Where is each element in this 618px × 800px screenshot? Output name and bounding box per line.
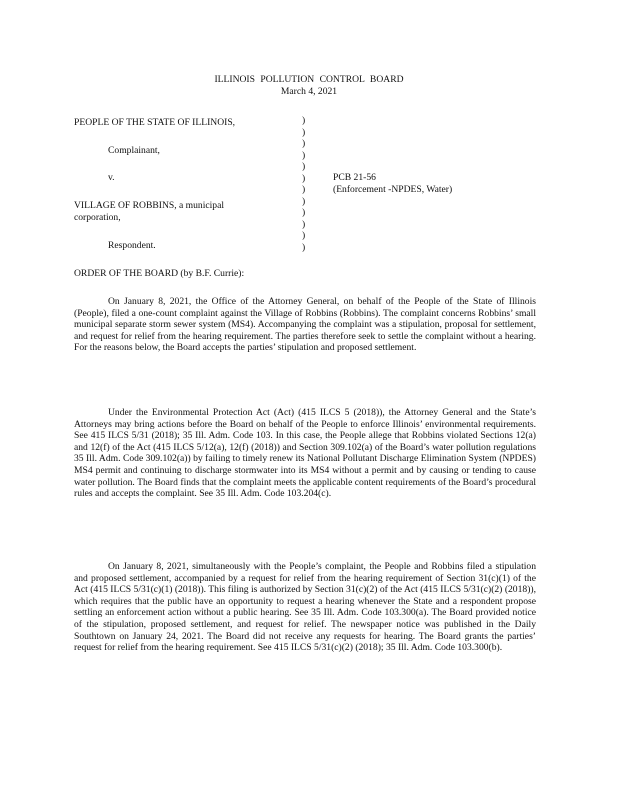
order-date: March 4, 2021 (280, 86, 338, 97)
caption-parentheses: ) ) ) ) ) ) ) ) ) ) ) ) (302, 115, 306, 253)
paragraph-2-text: Under the Environmental Protection Act (Act) (415 ILCS 5 (2018)), the Attorney General and the State’s Attorneys may bring actions before the Board on behalf of the People to enforce Illinois’ environmental requirements. See 415 ILCS 5/31 (2018); 35 Ill. Adm. Code 103. In this case, the People allege that Robbins violated Sections 12(a) and 12(f) of the Act (415 ILCS 5/12(a), 12(f) (2018)) and Section 309.102(a) of the Board’s water pollution regulations 35 Ill. Adm. Code 309.102(a)) by failing to timely renew its National Pollutant Discharge Elimination System (NPDES) MS4 permit and continuing to discharge stormwater into its MS4 without a permit and by causing or tending to cause water pollution. The Board finds that the complaint meets the applicable content requirements of the Board’s procedural rules and accepts the complaint. See 35 Ill. Adm. Code 103.204(c). (74, 407, 536, 500)
caption-defendant-line2: corporation, (74, 212, 121, 223)
paragraph-2 (74, 407, 536, 500)
order-heading: ORDER OF THE BOARD (by B.F. Currie): (74, 268, 245, 279)
board-title: ILLINOIS POLLUTION CONTROL BOARD (214, 74, 404, 85)
caption-defendant-line1: VILLAGE OF ROBBINS, a municipal (74, 200, 225, 211)
caption-respondent: Respondent. (108, 240, 156, 251)
caption-versus: v. (108, 172, 115, 183)
paragraph-3-text: On January 8, 2021, simultaneously with the People’s complaint, the People and Robbins filed a stipulation and proposed settlement, accompanied by a request for relief from the hearing requirement of Section 31(c)(1) of the Act (415 ILCS 5/31(c)(1) (2018)). This filing is authorized by Section 31(c)(2) of the Act (415 ILCS 5/31(c)(2) (2018)), which requires that the public have an opportunity to request a hearing whenever the State and a respondent propose settling an enforcement action without a public hearing. See 35 Ill. Adm. Code 103.300(a). The Board provided notice of the stipulation, proposed settlement, and request for relief. The newspaper notice was published in the Daily Southtown on January 24, 2021. The Board did not receive any requests for hearing. The Board grants the parties’ request for relief from the hearing requirement. See 415 ILCS 5/31(c)(2) (2018); 35 Ill. Adm. Code 103.300(b). (74, 561, 536, 654)
paragraph-1-text: On January 8, 2021, the Office of the Attorney General, on behalf of the People of the State of Illinois (People), filed a one-count complaint against the Village of Robbins (Robbins). The complaint concerns Robbins’ small municipal separate storm sewer system (MS4). Accompanying the complaint was a stipulation, proposal for settlement, and request for relief from the hearing requirement. The parties therefore seek to settle the complaint without a hearing. For the reasons below, the Board accepts the parties’ stipulation and proposed settlement. (74, 296, 536, 354)
paragraph-1 (74, 296, 536, 354)
paragraph-3 (74, 561, 536, 654)
caption-plaintiff: PEOPLE OF THE STATE OF ILLINOIS, (74, 117, 236, 128)
case-type: (Enforcement -NPDES, Water) (333, 184, 453, 195)
caption-complainant: Complainant, (108, 145, 160, 156)
case-number: PCB 21-56 (333, 172, 376, 183)
